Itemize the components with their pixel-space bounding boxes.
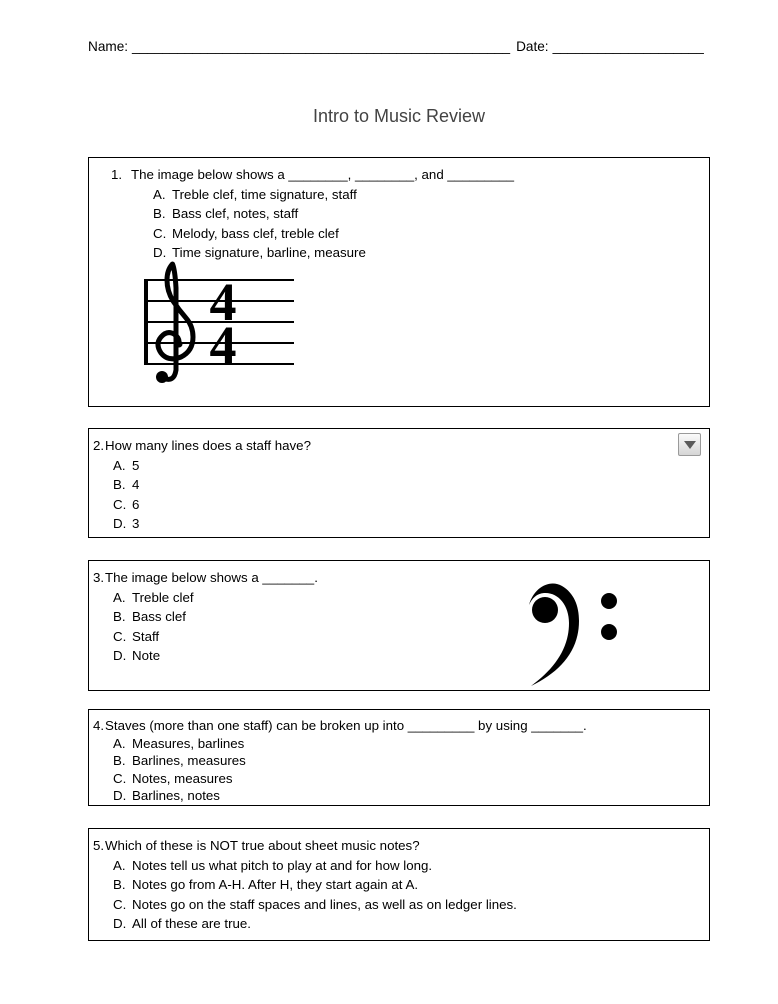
question-4-prompt: Staves (more than one staff) can be broken up into _________ by using _______. (105, 718, 587, 733)
option-text: All of these are true. (132, 916, 251, 932)
option-text: Notes go on the staff spaces and lines, as well as on ledger lines. (132, 896, 517, 912)
question-1-number: 1. (111, 167, 123, 182)
option-text: Notes go from A-H. After H, they start again at A. (132, 877, 419, 893)
option-text: Treble clef (132, 589, 194, 605)
question-2-option-d (113, 514, 709, 534)
question-3-number: 3. (93, 570, 105, 585)
option-letter: D. (113, 916, 127, 932)
option-letter: C. (113, 896, 127, 912)
question-3-box (88, 560, 710, 691)
question-2-number: 2. (93, 438, 105, 453)
chevron-down-icon (684, 441, 696, 449)
option-letter: A. (113, 735, 126, 751)
staff-image (141, 258, 301, 403)
question-4-box (88, 709, 710, 806)
date-label: Date: (516, 39, 549, 54)
question-5-prompt: Which of these is NOT true about sheet music notes? (105, 838, 420, 853)
option-text: Bass clef, notes, staff (172, 206, 299, 222)
question-5-box (88, 828, 710, 941)
time-signature-bottom: 4 (209, 315, 237, 375)
option-text: Measures, barlines (132, 735, 245, 751)
option-text: Time signature, barline, measure (172, 245, 366, 261)
question-5-option-a (113, 856, 709, 876)
option-letter: B. (113, 609, 126, 625)
dropdown-button[interactable] (678, 433, 701, 456)
option-text: 4 (132, 477, 140, 493)
option-letter: D. (113, 788, 127, 804)
option-text: Barlines, notes (132, 788, 220, 804)
option-text: Notes tell us what pitch to play at and for how long. (132, 857, 433, 873)
option-letter: A. (153, 186, 166, 202)
option-text: Barlines, measures (132, 753, 246, 769)
question-2-text (93, 436, 709, 456)
question-2-option-c (113, 495, 709, 515)
question-1-prompt: The image below shows a ________, ________, and _________ (131, 167, 514, 182)
option-letter: B. (113, 477, 126, 493)
question-5-text (93, 836, 709, 856)
option-text: Bass clef (132, 609, 186, 625)
option-letter: C. (113, 628, 127, 644)
question-2-prompt: How many lines does a staff have? (105, 438, 311, 453)
question-4-option-a (113, 735, 709, 753)
question-1-option-c (153, 224, 709, 244)
option-letter: D. (113, 516, 127, 532)
treble-clef-icon (156, 264, 193, 383)
option-letter: C. (153, 225, 167, 241)
option-letter: C. (113, 770, 127, 786)
name-date-row (88, 39, 713, 54)
name-blank-line[interactable]: __________________________________________________ (132, 39, 511, 54)
option-letter: D. (113, 648, 127, 664)
time-signature (210, 272, 237, 375)
question-5-option-b (113, 875, 709, 895)
question-1-text (111, 165, 709, 185)
option-text: 6 (132, 496, 140, 512)
option-text: 3 (132, 516, 140, 532)
question-5-option-c (113, 895, 709, 915)
option-letter: A. (113, 857, 126, 873)
question-2-option-a (113, 456, 709, 476)
option-letter: D. (153, 245, 167, 261)
option-text: Notes, measures (132, 770, 233, 786)
question-1-option-b (153, 204, 709, 224)
option-letter: B. (113, 753, 126, 769)
question-1-box (88, 157, 710, 407)
option-letter: B. (153, 206, 166, 222)
question-2-box (88, 428, 710, 538)
option-text: Staff (132, 628, 160, 644)
option-letter: A. (113, 589, 126, 605)
name-label: Name: (88, 39, 129, 54)
question-5-option-d (113, 914, 709, 934)
option-text: Melody, bass clef, treble clef (172, 225, 339, 241)
option-text: Treble clef, time signature, staff (172, 186, 357, 202)
question-4-number: 4. (93, 718, 105, 733)
bass-clef-icon (516, 579, 626, 691)
question-4-text (93, 717, 709, 735)
option-letter: A. (113, 457, 126, 473)
time-signature-top: 4 (209, 272, 237, 332)
date-blank-line[interactable]: ____________________ (552, 39, 704, 54)
question-4-option-d (113, 787, 709, 805)
option-text: 5 (132, 457, 140, 473)
question-4-option-c (113, 770, 709, 788)
question-1-option-a (153, 185, 709, 205)
question-4-option-b (113, 752, 709, 770)
question-2-option-b (113, 475, 709, 495)
question-5-number: 5. (93, 838, 105, 853)
option-letter: B. (113, 877, 126, 893)
page-title: Intro to Music Review (312, 106, 486, 126)
question-3-prompt: The image below shows a _______. (105, 570, 318, 585)
option-letter: C. (113, 496, 127, 512)
option-text: Note (132, 648, 161, 664)
